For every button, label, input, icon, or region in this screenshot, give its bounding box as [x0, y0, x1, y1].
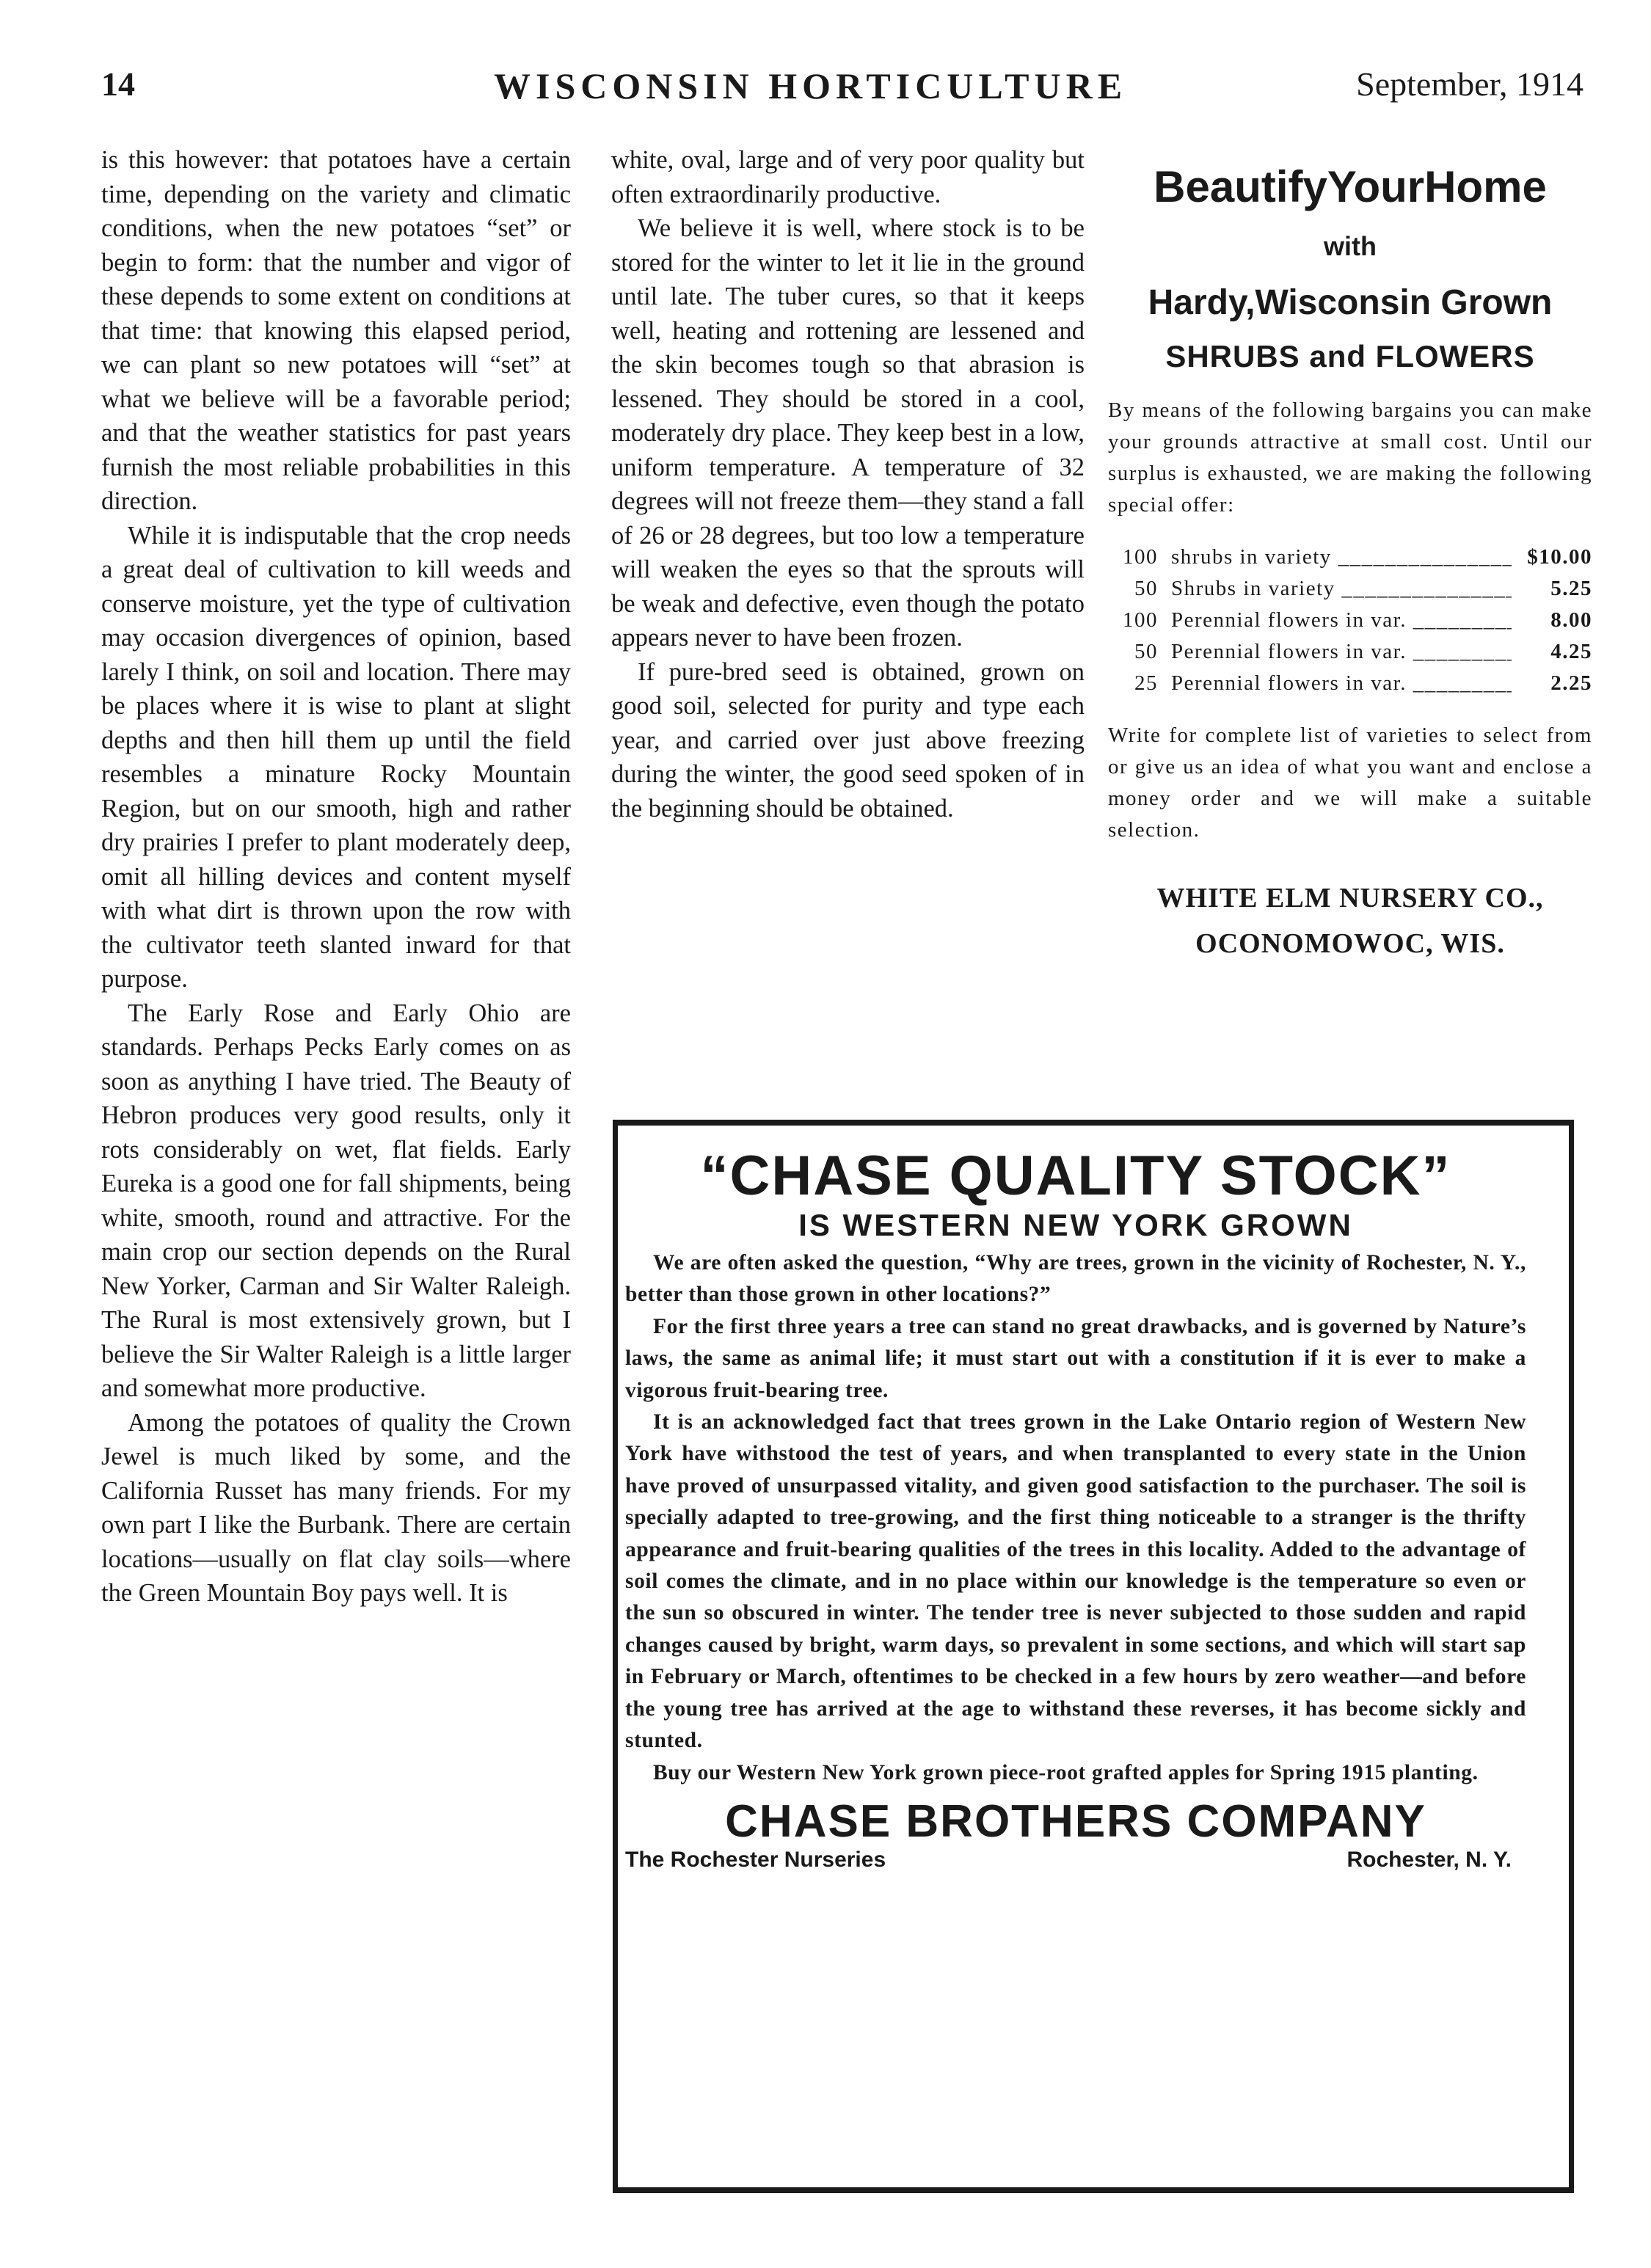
ad-intro: By means of the following bargains you can make your grounds attractive at small cost. Until our surplus is exhausted, we are making the following special offer: — [1108, 398, 1592, 517]
ad-footer — [625, 1848, 1526, 1880]
offer-qty: 100 — [1123, 545, 1158, 569]
ad-border-right — [1569, 1120, 1574, 2192]
paragraph: The Early Rose and Early Ohio are standards. Perhaps Pecks Early comes on as soon as anything I have tried. The Beauty of Hebron produces very good results, only it rots considerably on wet, flat fields. Early Eureka is a good one for fall shipments, being white, smooth, round and attractive. For the main crop our section depends on the Rural New Yorker, Carman and Sir Walter Raleigh. The Rural is most extensively grown, but I believe the Sir Walter Raleigh is a little larger and somewhat more productive. — [101, 999, 571, 1402]
page-number: 14 — [101, 65, 135, 103]
ad-subhead: Hardy,Wisconsin Grown — [1148, 283, 1553, 322]
ad-paragraph: For the first three years a tree can stand no great drawbacks, and is governed by Nature’s laws, the same as animal life; it must start out with a constitution if it is ever to make a vigorous fruit-bearing tree. — [625, 1314, 1526, 1402]
paragraph: We believe it is well, where stock is to be stored for the winter to let it lie in the ground until late. The tuber cures, so that it keeps well, heating and rottening are lessened and the skin becomes tough so that abrasion is lessened. They should be stored in a cool, moderately dry place. They keep best in a low, uniform temperature. A temperature of 32 degrees will not freeze them—they stand a fall of 26 or 28 degrees, but too low a temperature will weaken the eyes so that the sprouts will be weak and defective, even though the potato appears never to have been frozen. — [611, 214, 1085, 652]
journal-title: WISCONSIN HORTICULTURE — [494, 65, 1128, 106]
company-name: CHASE BROTHERS COMPANY — [725, 1795, 1426, 1847]
offer-list — [1108, 542, 1592, 699]
ad-write-note: Write for complete list of varieties to select from or give us an idea of what you want and enclose a money order and we will make a suitable selection. — [1108, 723, 1592, 842]
article-column-2 — [611, 143, 1085, 825]
offer-desc: shrubs in variety _____ — [1171, 542, 1512, 573]
footer-left: The Rochester Nurseries — [625, 1847, 886, 1872]
ad-body — [625, 1247, 1526, 1789]
chase-brothers-ad — [625, 1145, 1526, 1880]
offer-item — [1108, 542, 1592, 573]
ad-headline: BeautifyYourHome — [1153, 162, 1547, 211]
page-header — [101, 65, 1583, 123]
ad-border-top — [613, 1120, 1574, 1126]
offer-desc: Perennial flowers in var. _____ — [1171, 636, 1512, 668]
article-column-1 — [101, 143, 571, 1611]
ad-products: SHRUBS and FLOWERS — [1165, 339, 1535, 373]
offer-qty: 50 — [1134, 640, 1158, 663]
paragraph: white, oval, large and of very poor quality but often extraordinarily productive. — [611, 146, 1085, 208]
paragraph: is this however: that potatoes have a certain time, depending on the variety and climatic conditions, when the new potatoes “set” or begin to form: that the number and vigor of these depends to some extent on conditions at that time: that knowing this elapsed period, we can plant so new potatoes will “set” at what we believe will be a favorable period; and that the weather statistics for past years furnish the most reliable probabilities in this direction. — [101, 146, 571, 515]
offer-price: 4.25 — [1550, 640, 1592, 663]
nursery-name-line: WHITE ELM NURSERY CO., — [1156, 883, 1544, 914]
ad-paragraph: We are often asked the question, “Why are trees, grown in the vicinity of Rochester, N. Y., better than those grown in other locations?” — [625, 1251, 1526, 1307]
offer-desc: Perennial flowers in var. _____ — [1171, 605, 1512, 636]
offer-price: 2.25 — [1550, 671, 1592, 695]
offer-desc: Perennial flowers in var. _____ — [1171, 668, 1512, 699]
ad-with: with — [1324, 231, 1377, 261]
paragraph: Among the potatoes of quality the Crown Jewel is much liked by some, and the California Russet has many friends. For my own part I like the Burbank. There are certain locations—usually on flat clay soils—where the Green Mountain Boy pays well. It is — [101, 1408, 571, 1607]
ad-border-left — [613, 1120, 618, 2192]
offer-price: 8.00 — [1550, 608, 1592, 632]
offer-item — [1108, 573, 1592, 605]
offer-qty: 25 — [1134, 671, 1158, 695]
offer-qty: 50 — [1134, 577, 1158, 600]
nursery-location: OCONOMOWOC, WIS. — [1195, 928, 1505, 959]
offer-qty: 100 — [1123, 608, 1158, 632]
offer-price: $10.00 — [1527, 545, 1592, 569]
white-elm-nursery-ad — [1108, 158, 1592, 966]
nursery-name — [1108, 875, 1592, 966]
paragraph: If pure-bred seed is obtained, grown on good soil, selected for purity and type each year, and carried over just above freezing during the winter, the good seed spoken of in the beginning should be obtained. — [611, 657, 1085, 823]
footer-right: Rochester, N. Y. — [1346, 1847, 1512, 1872]
offer-item — [1108, 668, 1592, 699]
offer-item — [1108, 636, 1592, 668]
offer-item — [1108, 605, 1592, 636]
ad-paragraph: Buy our Western New York grown piece-root grafted apples for Spring 1915 planting. — [653, 1760, 1479, 1784]
offer-price: 5.25 — [1550, 577, 1592, 600]
ad-title: “CHASE QUALITY STOCK” — [700, 1145, 1451, 1207]
issue-date: September, 1914 — [1356, 65, 1583, 103]
offer-desc: Shrubs in variety _____ — [1171, 573, 1512, 605]
ad-subtitle: IS WESTERN NEW YORK GROWN — [798, 1208, 1353, 1242]
ad-paragraph: It is an acknowledged fact that trees grown in the Lake Ontario region of Western New York have withstood the test of years, and when transplanted to every state in the Union have proved of unsurpassed vitality, and given good satisfaction to the purchaser. The soil is specially adapted to tree-growing, and the first thing noticeable to a stranger is the thrifty appearance and fruit-bearing qualities of the trees in this locality. Added to the advantage of soil comes the climate, and in no place within our knowledge is the temperature so even or the sun so obscured in winter. The tender tree is never subjected to those sudden and rapid changes caused by bright, warm days, so prevalent in some sections, and which will start sap in February or March, oftentimes to be checked in a few hours by zero weather—and before the young tree has arrived at the age to withstand these reverses, it has become sickly and stunted. — [625, 1410, 1526, 1753]
paragraph: While it is indisputable that the crop needs a great deal of cultivation to kill weeds and conserve moisture, yet the type of cultivation may occasion divergences of opinion, based larely I think, on soil and location. There may be places where it is wise to plant at slight depths and then hill them up until the field resembles a minature Rocky Mountain Region, but on our smooth, high and rather dry prairies I prefer to plant moderately deep, omit all hilling devices and content myself with what dirt is thrown upon the row with the cultivator teeth slanted inward for that purpose. — [101, 521, 571, 993]
ad-border-bottom — [613, 2187, 1574, 2193]
